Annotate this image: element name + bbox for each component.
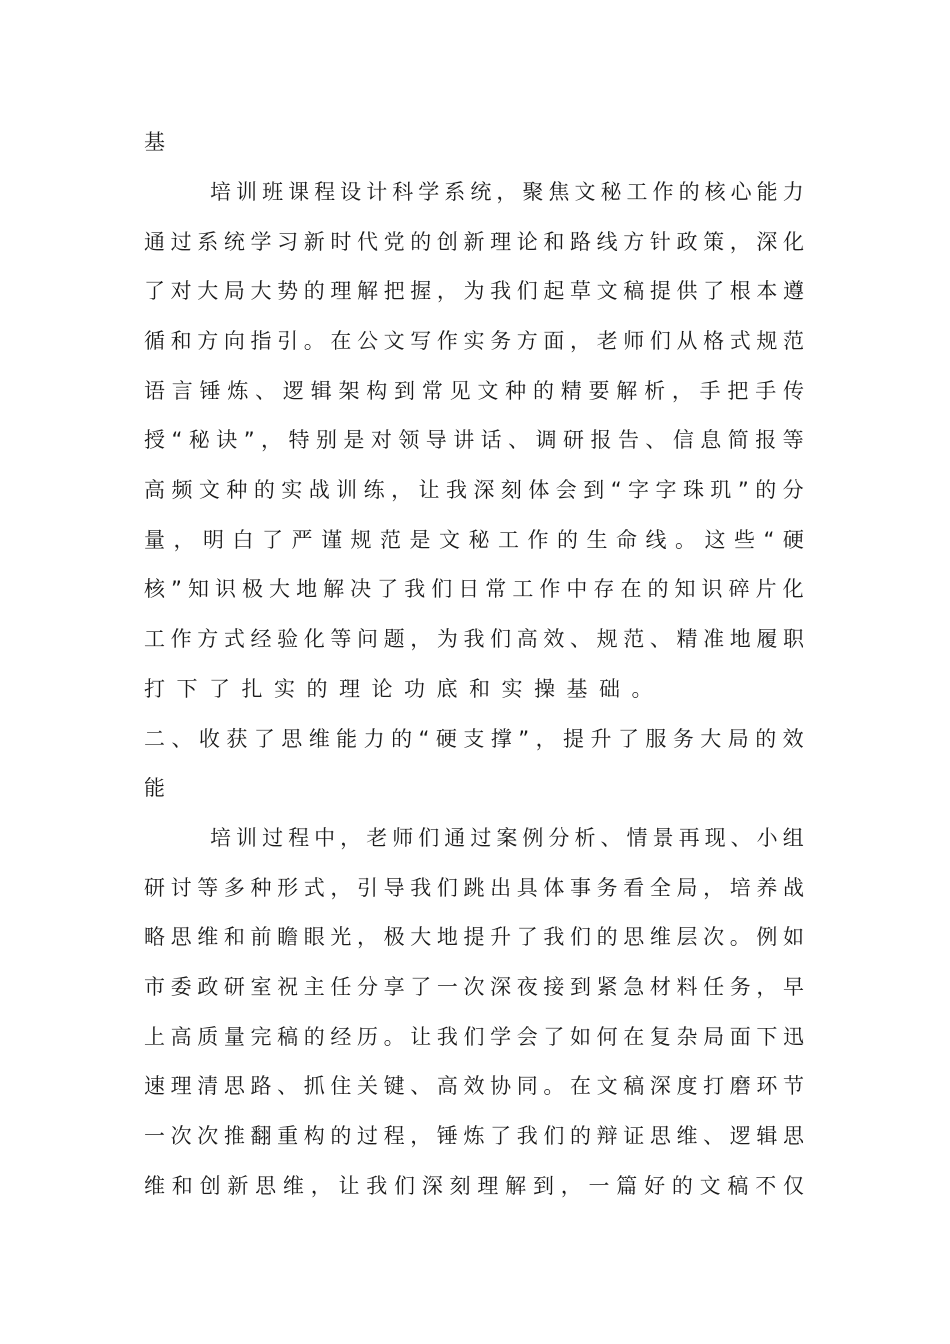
text-line: 速 理 清 思 路 、 抓 住 关 键 、 高 效 协 同 。 在 文 稿 深 度 打 磨 环 节 — [144, 1074, 804, 1098]
text-line: 语 言 锤 炼 、 逻 辑 架 构 到 常 见 文 种 的 精 要 解 析 ， 手 把 手 传 — [144, 379, 804, 403]
text-line: 市 委 政 研 室 祝 主 任 分 享 了 一 次 深 夜 接 到 紧 急 材 料 任 务 ， 早 — [144, 975, 804, 999]
paragraph-2-first-line: 培 训 过 程 中 ， 老 师 们 通 过 案 例 分 析 、 情 景 再 现 、 小 组 — [210, 826, 804, 850]
text-line: 授 “ 秘 诀 ” ， 特 别 是 对 领 导 讲 话 、 调 研 报 告 、 信 息 简 报 等 — [144, 428, 804, 452]
text-line-continuation: 基 — [144, 130, 177, 154]
text-line: 通 过 系 统 学 习 新 时 代 党 的 创 新 理 论 和 路 线 方 针 政 策 ， 深 化 — [144, 230, 804, 254]
text-line: 维 和 创 新 思 维 ， 让 我 们 深 刻 理 解 到 ， 一 篇 好 的 文 稿 不 仅 — [144, 1174, 804, 1198]
text-line: 了 对 大 局 大 势 的 理 解 把 握 ， 为 我 们 起 草 文 稿 提 供 了 根 本 遵 — [144, 279, 804, 303]
paragraph-1-first-line: 培 训 班 课 程 设 计 科 学 系 统 ， 聚 焦 文 秘 工 作 的 核 心 能 力 — [210, 180, 804, 204]
text-line: 高 频 文 种 的 实 战 训 练 ， 让 我 深 刻 体 会 到 “ 字 字 珠 玑 ” 的 分 — [144, 478, 804, 502]
text-line: 工 作 方 式 经 验 化 等 问 题 ， 为 我 们 高 效 、 规 范 、 精 准 地 履 职 — [144, 627, 804, 651]
section-heading-2-continuation: 能 — [144, 776, 177, 800]
paragraph-1-last-line: 打下了扎实的理论功底和实操基础。 — [144, 677, 664, 701]
section-heading-2: 二 、 收 获 了 思 维 能 力 的 “ 硬 支 撑 ” ， 提 升 了 服 务 大 局 的 效 — [144, 727, 804, 751]
text-line: 一 次 次 推 翻 重 构 的 过 程 ， 锤 炼 了 我 们 的 辩 证 思 维 、 逻 辑 思 — [144, 1124, 804, 1148]
text-line: 核 ” 知 识 极 大 地 解 决 了 我 们 日 常 工 作 中 存 在 的 知 识 碎 片 化 — [144, 577, 804, 601]
text-line: 研 讨 等 多 种 形 式 ， 引 导 我 们 跳 出 具 体 事 务 看 全 局 ， 培 养 战 — [144, 876, 804, 900]
text-line: 上 高 质 量 完 稿 的 经 历 。 让 我 们 学 会 了 如 何 在 复 杂 局 面 下 迅 — [144, 1025, 804, 1049]
text-line: 量 ， 明 白 了 严 谨 规 范 是 文 秘 工 作 的 生 命 线 。 这 些 “ 硬 — [144, 528, 804, 552]
text-line: 循 和 方 向 指 引 。 在 公 文 写 作 实 务 方 面 ， 老 师 们 从 格 式 规 范 — [144, 329, 804, 353]
text-line: 略 思 维 和 前 瞻 眼 光 ， 极 大 地 提 升 了 我 们 的 思 维 层 次 。 例 如 — [144, 925, 804, 949]
